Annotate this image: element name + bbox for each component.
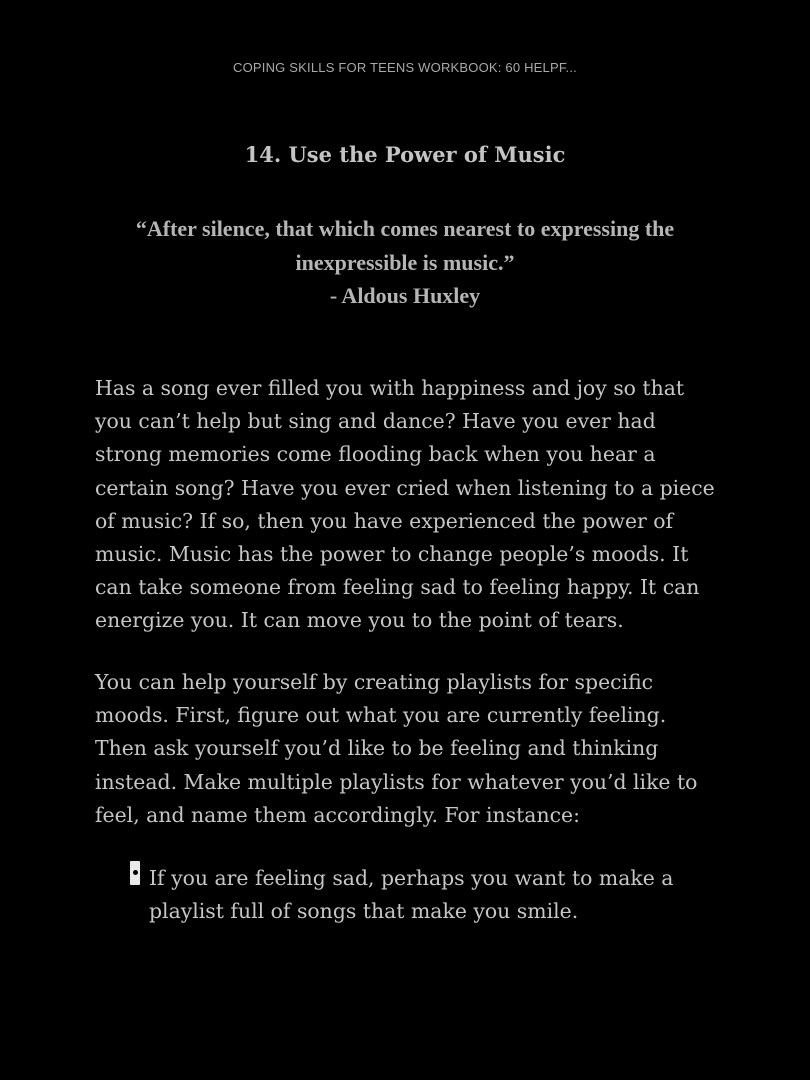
chapter-title: 14. Use the Power of Music: [244, 142, 566, 167]
epigraph-quote: “After silence, that which comes nearest to expressing the inexpressible is music.”: [135, 216, 675, 275]
epigraph-attribution: - Aldous Huxley: [329, 283, 481, 308]
epigraph: [90, 212, 720, 313]
text-cursor-bullet-icon: [130, 861, 140, 885]
body-paragraph: Has a song ever filled you with happiness and joy so that you can’t help but sing and dance? Have you ever had strong memories come flooding back when you hear a certain song? Have you ever cried when listening to a piece of music? If so, then you have experienced the power of music. Music has the power to change people’s moods. It can take someone from feeling sad to feeling happy. It can energize you. It can move you to the point of tears.: [95, 376, 715, 633]
body-paragraph: You can help yourself by creating playlists for specific moods. First, figure out what you are currently feeling. Then ask yourself you’d like to be feeling and thinking instead. Make multiple playlists for whatever you’d like to feel, and name them accordingly. For instance:: [95, 670, 698, 827]
list-item: If you are feeling sad, perhaps you want to make a playlist full of songs that make you smile.: [149, 866, 674, 924]
running-header-book-title: COPING SKILLS FOR TEENS WORKBOOK: 60 HELPF...: [233, 60, 577, 75]
